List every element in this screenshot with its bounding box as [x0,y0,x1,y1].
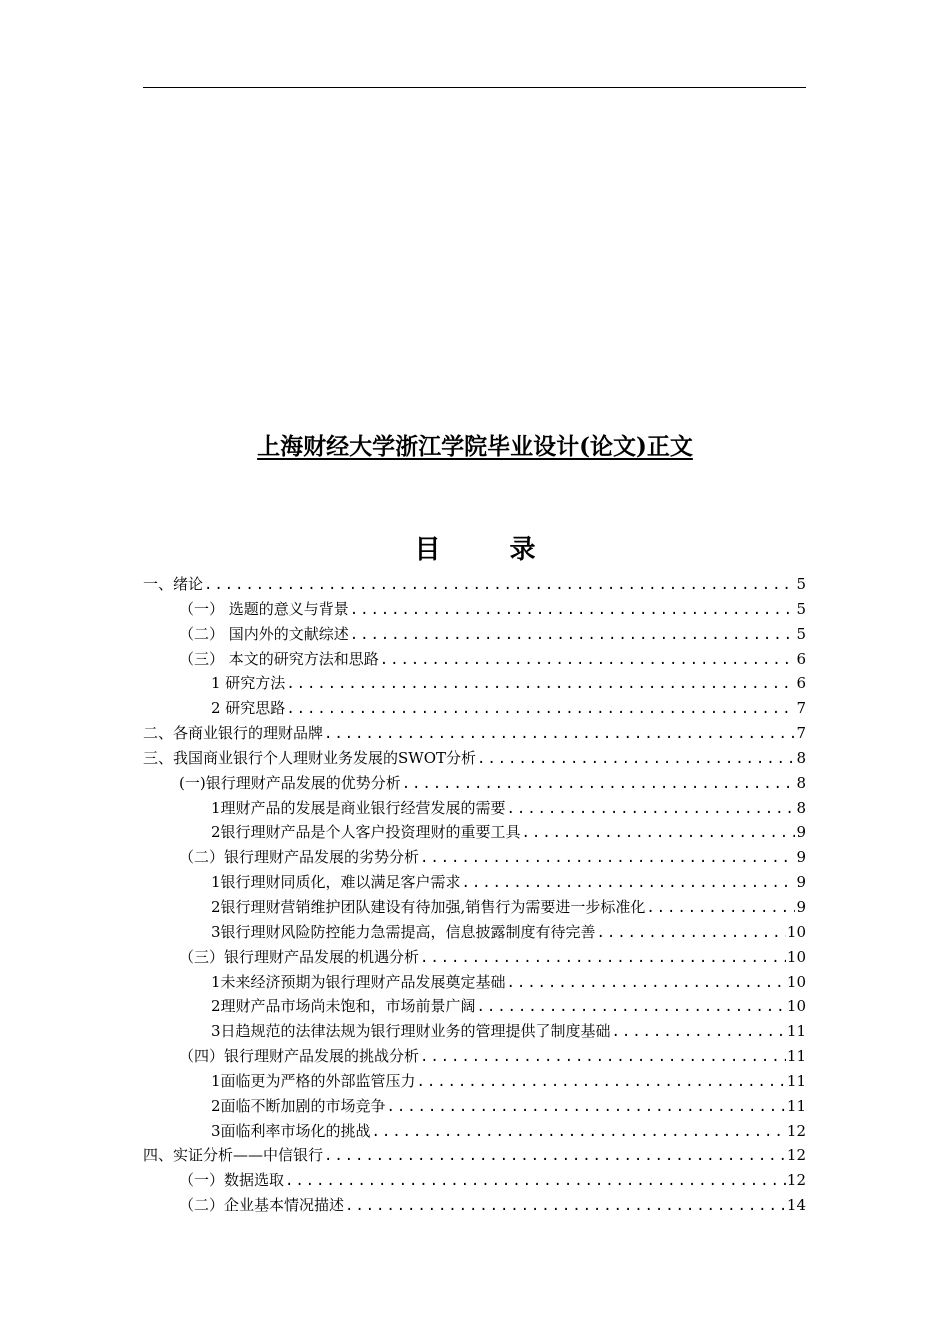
toc-dot-leader [597,921,786,945]
toc-entry[interactable] [143,721,806,746]
toc-entry-page: 7 [796,699,806,718]
document-title: 上海财经大学浙江学院毕业设计(论文)正文 [257,433,693,460]
toc-entry-title: 2 研究思路 [211,699,286,718]
toc-dot-leader [507,797,796,821]
toc-entry-title: （二）银行理财产品发展的劣势分析 [179,848,420,867]
toc-entry[interactable] [143,597,806,622]
toc-dot-leader [372,1120,786,1144]
toc-entry-title: （三）银行理财产品发展的机遇分析 [179,947,420,966]
toc-dot-leader [350,598,796,622]
toc-entry[interactable] [143,970,806,995]
toc-dot-leader [285,1169,786,1193]
toc-entry[interactable] [143,1044,806,1069]
toc-entry-page: 9 [796,848,806,867]
toc-entry[interactable] [143,845,806,870]
toc-entry-title: （三） 本文的研究方法和思路 [179,649,379,668]
toc-entry-page: 8 [796,748,806,767]
toc-entry[interactable] [143,771,806,796]
toc-entry-title: 2银行理财营销维护团队建设有待加强,销售行为需要进一步标准化 [211,897,646,916]
toc-entry[interactable] [143,572,806,597]
toc-dot-leader [646,896,795,920]
toc-entry[interactable] [143,1193,806,1218]
toc-entry-page: 14 [786,1196,806,1215]
toc-entry-title: 3面临利率市场化的挑战 [211,1121,371,1140]
toc-entry-title: （一）数据选取 [179,1171,285,1190]
toc-entry-title: 2理财产品市场尚未饱和，市场前景广阔 [211,997,476,1016]
header-rule [143,87,806,88]
toc-entry-title: 一、绪论 [143,575,204,593]
toc-dot-leader [420,1045,786,1069]
toc-entry-page: 11 [786,1071,806,1090]
toc-entry[interactable] [143,647,806,672]
toc-dot-leader [324,1144,786,1168]
toc-entry-title: 3日趋规范的法律法规为银行理财业务的管理提供了制度基础 [211,1022,611,1041]
toc-entry[interactable] [143,945,806,970]
toc-entry-title: 3银行理财风险防控能力急需提高，信息披露制度有待完善 [211,922,596,941]
toc-entry-page: 8 [796,773,806,792]
toc-entry-page: 5 [796,599,806,618]
toc-entry-page: 12 [786,1146,806,1165]
toc-entry-title: 1 研究方法 [211,674,286,693]
toc-entry[interactable] [143,1069,806,1094]
toc-entry[interactable] [143,796,806,821]
toc-entry-title: 1面临更为严格的外部监管压力 [211,1071,416,1090]
toc-dot-leader [204,573,795,597]
toc-dot-leader [387,1095,786,1119]
toc-entry-page: 11 [786,1096,806,1115]
toc-entry[interactable] [143,1168,806,1193]
table-of-contents [143,572,806,1218]
toc-entry[interactable] [143,1019,806,1044]
toc-entry[interactable] [143,820,806,845]
toc-entry[interactable] [143,696,806,721]
toc-dot-leader [286,672,795,696]
toc-entry-title: (一)银行理财产品发展的优势分析 [179,773,401,792]
toc-dot-leader [345,1194,786,1218]
toc-dot-leader [612,1020,786,1044]
toc-dot-leader [324,722,795,746]
toc-dot-leader [286,697,795,721]
toc-entry-page: 6 [796,674,806,693]
toc-entry-title: 1银行理财同质化，难以满足客户需求 [211,873,461,892]
toc-entry-page: 11 [786,1047,806,1066]
toc-entry-page: 10 [786,997,806,1016]
toc-dot-leader [420,946,786,970]
toc-dot-leader [477,747,795,771]
toc-entry[interactable] [143,1094,806,1119]
toc-dot-leader [402,772,796,796]
toc-entry[interactable] [143,920,806,945]
toc-dot-leader [507,971,786,995]
toc-entry-title: 三、我国商业银行个人理财业务发展的SWOT分析 [143,748,476,767]
toc-dot-leader [380,648,796,672]
toc-entry[interactable] [143,1119,806,1144]
toc-entry-page: 12 [786,1121,806,1140]
toc-entry-page: 9 [796,823,806,842]
toc-heading: 目 录 [414,535,566,565]
toc-entry-title: （二）企业基本情况描述 [179,1196,345,1215]
toc-dot-leader [477,995,786,1019]
toc-entry-title: 1理财产品的发展是商业银行经营发展的需要 [211,798,506,817]
toc-entry-page: 7 [796,724,806,743]
toc-entry-title: （四）银行理财产品发展的挑战分析 [179,1047,420,1066]
toc-dot-leader [462,871,796,895]
toc-entry-page: 5 [796,575,806,593]
toc-dot-leader [420,846,795,870]
toc-entry[interactable] [143,870,806,895]
toc-entry-page: 10 [786,972,806,991]
toc-entry-page: 8 [796,798,806,817]
toc-entry-page: 6 [796,649,806,668]
toc-entry-page: 10 [786,922,806,941]
toc-entry-page: 11 [786,1022,806,1041]
toc-entry-title: （一） 选题的意义与背景 [179,599,349,618]
toc-entry-title: 2银行理财产品是个人客户投资理财的重要工具 [211,823,521,842]
toc-entry[interactable] [143,1143,806,1168]
toc-dot-leader [417,1070,786,1094]
toc-entry-page: 10 [786,947,806,966]
toc-entry[interactable] [143,671,806,696]
toc-entry-page: 9 [796,897,806,916]
toc-entry[interactable] [143,746,806,771]
toc-entry[interactable] [143,895,806,920]
toc-entry-title: 二、各商业银行的理财品牌 [143,724,324,743]
toc-entry-page: 9 [796,873,806,892]
toc-entry[interactable] [143,994,806,1019]
toc-entry-page: 12 [786,1171,806,1190]
toc-dot-leader [522,821,796,845]
toc-entry-title: 2面临不断加剧的市场竞争 [211,1096,386,1115]
toc-dot-leader [350,623,796,647]
toc-entry[interactable] [143,622,806,647]
toc-entry-title: 1未来经济预期为银行理财产品发展奠定基础 [211,972,506,991]
toc-entry-title: （二） 国内外的文献综述 [179,624,349,643]
toc-entry-title: 四、实证分析——中信银行 [143,1146,324,1165]
toc-entry-page: 5 [796,624,806,643]
